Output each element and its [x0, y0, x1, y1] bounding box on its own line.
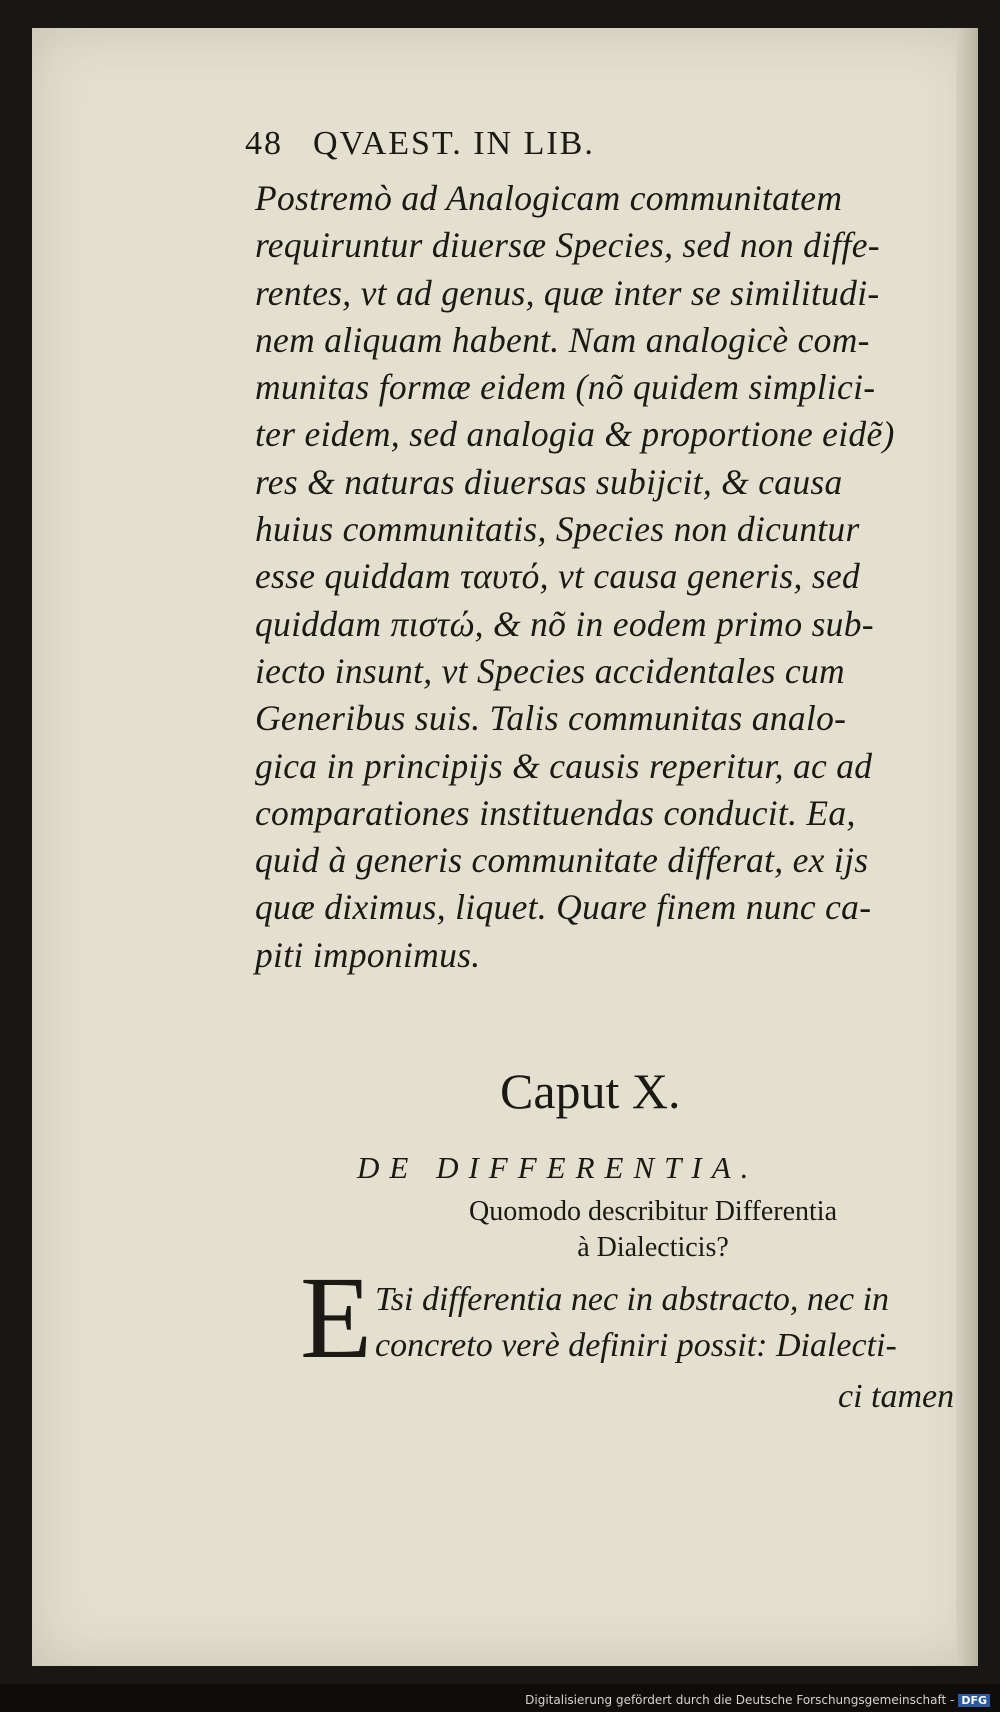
running-head: [245, 125, 845, 163]
text-line: piti imponimus.: [255, 934, 481, 975]
chapter-body-text: [375, 1277, 975, 1369]
running-head-title: QVAEST. IN LIB.: [313, 125, 595, 162]
question-subheading: [373, 1194, 933, 1266]
text-line: res & naturas diuersas subijcit, & causa: [255, 461, 843, 502]
text-line: quæ diximus, liquet. Quare finem nunc ca-: [255, 887, 872, 928]
catchword: ci tamen: [838, 1378, 955, 1415]
text-line: Tsi differentia nec in abstracto, nec in: [375, 1281, 890, 1318]
text-line: requiruntur diuersæ Species, sed non diffe-: [255, 225, 880, 266]
text-line: Generibus suis. Talis communitas analo-: [255, 698, 847, 739]
chapter-title: Caput X.: [500, 1063, 681, 1119]
text-line: rentes, vt ad genus, quæ inter se similitudi-: [255, 272, 880, 313]
digitization-credit: [525, 1693, 990, 1707]
text-line: quid à generis communitate differat, ex ijs: [255, 840, 869, 881]
text-line: huius communitatis, Species non dicuntur: [255, 509, 860, 550]
main-text-block: [255, 175, 965, 979]
page-number: 48: [245, 125, 283, 162]
subheading-line: Quomodo describitur Differentia: [468, 1196, 838, 1227]
text-line: nem aliquam habent. Nam analogicè com-: [255, 319, 870, 360]
text-line: munitas formæ eidem (nõ quidem simplici-: [255, 367, 876, 408]
text-line: ter eidem, sed analogia & proportione eidẽ): [255, 414, 895, 455]
drop-cap: E: [300, 1252, 373, 1383]
section-heading: DE DIFFERENTIA.: [357, 1150, 759, 1185]
text-line: concreto verè definiri possit: Dialecti-: [375, 1327, 897, 1364]
text-line: iecto insunt, vt Species accidentales cum: [255, 650, 845, 691]
text-line: comparationes instituendas conducit. Ea,: [255, 792, 856, 833]
dfg-logo-icon: DFG: [958, 1694, 990, 1707]
text-line: quiddam πιστώ, & nõ in eodem primo sub-: [255, 603, 874, 644]
text-line: Postremò ad Analogicam communitatem: [255, 178, 843, 218]
credit-text: Digitalisierung gefördert durch die Deutsche Forschungsgemeinschaft -: [525, 1693, 955, 1707]
text-line: esse quiddam ταυτό, vt causa generis, sed: [255, 556, 861, 597]
subheading-line: à Dialecticis?: [577, 1232, 729, 1263]
text-line: gica in principijs & causis reperitur, ac ad: [255, 745, 873, 786]
footer-bar: [0, 1684, 1000, 1712]
